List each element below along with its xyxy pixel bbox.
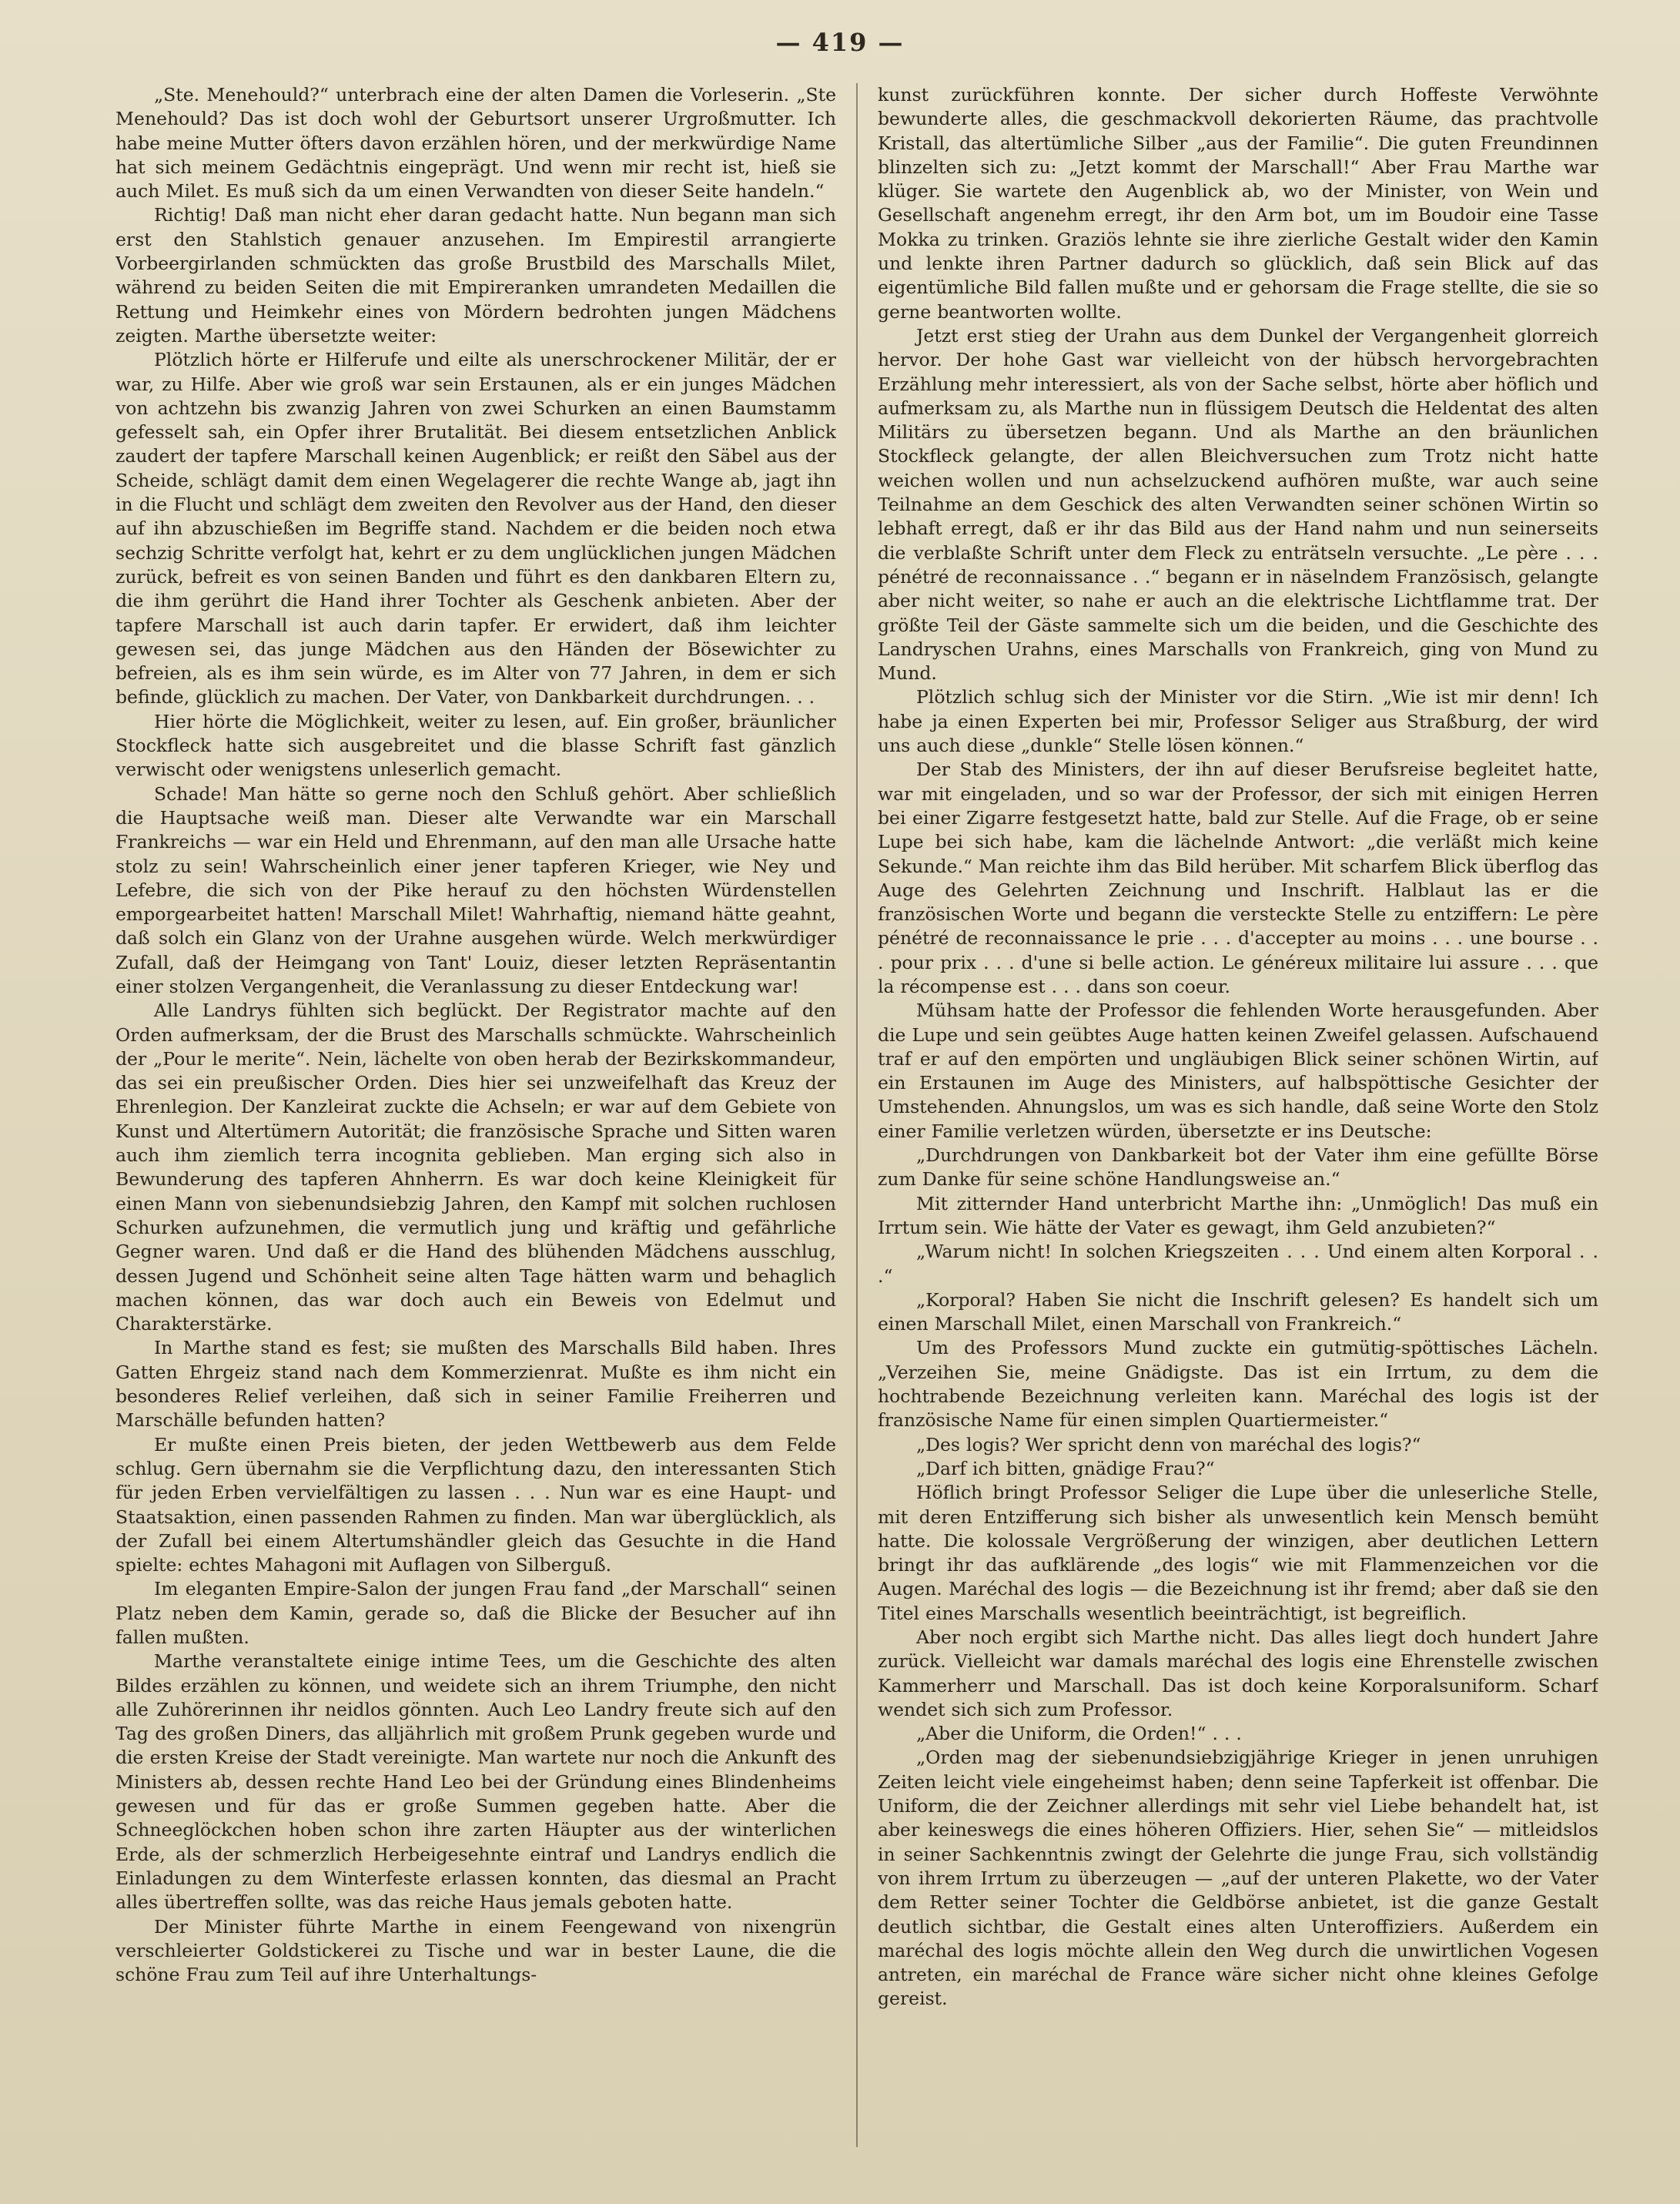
- paragraph: „Warum nicht! In solchen Kriegszeiten . . . Und einem alten Korporal . . .“: [878, 1241, 1598, 1287]
- paragraph: Alle Landrys fühlten sich beglückt. Der Registrator machte auf den Orden aufmerksam, der die Brust des Marschalls schmückte. Wahrscheinlich der „Pour le merite“. Nein, lächelte von oben herab der Bezirkskommandeur, das sei ein preußischer Orden. Dies hier sei unzweifelhaft das Kreuz der Ehrenlegion. Der Kanzleirat zuckte die Achseln; er war auf dem Gebiete von Kunst und Altertümern Autorität; die französische Sprache und Sitten waren auch ihm ziemlich terra incognita geblieben. Man erging sich also in Bewunderung des tapferen Ahnherrn. Es war doch keine Kleinigkeit für einen Mann von siebenundsiebzig Jahren, den Kampf mit solchen ruchlosen Schurken aufzunehmen, die vermutlich jung und kräftig und gefährliche Gegner waren. Und daß er die Hand des blühenden Mädchens ausschlug, dessen Jugend und Schönheit seine alten Tage hätten warm und behaglich machen können, das war doch auch ein Beweis von Edelmut und Charakterstärke.: [115, 1000, 836, 1335]
- paragraph: „Des logis? Wer spricht denn von maréchal des logis?“: [916, 1433, 1421, 1455]
- paragraph: Er mußte einen Preis bieten, der jeden Wettbewerb aus dem Felde schlug. Gern übernahm sie die Verpflichtung dazu, den interessanten Stich für jeden Erben vervielfältigen zu lassen . . . Nun war es eine Haupt- und Staatsaktion, einen passenden Rahmen zu finden. Man war überglücklich, als der Zufall bei einem Altertumshändler gleich das Gesuchte in die Hand spielte: echtes Mahagoni mit Auflagen von Silberguß.: [115, 1433, 836, 1576]
- paragraph: Schade! Man hätte so gerne noch den Schluß gehört. Aber schließlich die Hauptsache weiß man. Dieser alte Verwandte war ein Marschall Frankreichs — war ein Held und Ehrenmann, auf den man alle Ursache hatte stolz zu sein! Wahrscheinlich einer jener tapferen Krieger, wie Ney und Lefebre, die sich von der Pike herauf zu den höchsten Würdenstellen emporgearbeitet hatten! Marschall Milet! Wahrhaftig, niemand hätte geahnt, daß solch ein Glanz von der Urahne ausgehen würde. Welch merkwürdiger Zufall, daß der Heimgang von Tant' Louiz, dieser letzten Repräsentantin einer stolzen Vergangenheit, die Veranlassung zu dieser Entdeckung war!: [115, 782, 836, 997]
- paragraph: Der Minister führte Marthe in einem Feengewand von nixengrün verschleierter Goldstickerei zu Tische und war in bester Laune, die die schöne Frau zum Teil auf ihre Unterhaltungs-: [115, 1915, 836, 1986]
- paragraph: „Orden mag der siebenundsiebzigjährige Krieger in jenen unruhigen Zeiten leicht viele eingeheimst haben; denn seine Tapferkeit ist offenbar. Die Uniform, die der Zeichner allerdings mit sehr viel Liebe behandelt hat, ist aber keineswegs die eines höheren Offiziers. Hier, sehen Sie“ — mitleidslos in seiner Sachkenntnis zwingt der Gelehrte die junge Frau, sich vollständig von ihrem Irrtum zu überzeugen — „auf der unteren Plakette, wo der Vater dem Retter seiner Tochter die Geldbörse anbietet, ist die ganze Gestalt deutlich sichtbar, die Gestalt eines alten Unteroffiziers. Außerdem ein maréchal des logis möchte allein den Weg durch die unwirtlichen Vogesen antreten, ein maréchal de France wäre sicher nicht ohne kleines Gefolge gereist.: [878, 1747, 1598, 2010]
- paragraph: Hier hörte die Möglichkeit, weiter zu lesen, auf. Ein großer, bräunlicher Stockfleck hatte sich ausgebreitet und die blasse Schrift fast gänzlich verwischt oder wenigstens unleserlich gemacht.: [115, 710, 836, 781]
- paragraph: Mit zitternder Hand unterbricht Marthe ihn: „Unmöglich! Das muß ein Irrtum sein. Wie hätte der Vater es gewagt, ihm Geld anzubieten?“: [878, 1192, 1598, 1238]
- paragraph: Im eleganten Empire-Salon der jungen Frau fand „der Marschall“ seinen Platz neben dem Kamin, gerade so, daß die Blicke der Besucher auf ihn fallen mußten.: [115, 1578, 836, 1648]
- paragraph: „Korporal? Haben Sie nicht die Inschrift gelesen? Es handelt sich um einen Marschall Milet, einen Marschall von Frankreich.“: [878, 1288, 1598, 1335]
- paragraph: Richtig! Daß man nicht eher daran gedacht hatte. Nun begann man sich erst den Stahlstich genauer anzusehen. Im Empirestil arrangierte Vorbeergirlanden schmückten das große Brustbild des Marschalls Milet, während zu beiden Seiten die mit Empireranken umrandeten Medaillen die Rettung und Heimkehr eines von Mördern bedrohten jungen Mädchens zeigten. Marthe übersetzte weiter:: [115, 204, 836, 347]
- paragraph: Plötzlich schlug sich der Minister vor die Stirn. „Wie ist mir denn! Ich habe ja einen Experten bei mir, Professor Seliger aus Straßburg, der wird uns auch diese „dunkle“ Stelle lösen können.“: [878, 686, 1598, 757]
- paragraph: In Marthe stand es fest; sie mußten des Marschalls Bild haben. Ihres Gatten Ehrgeiz stand nach dem Kommerzienrat. Mußte es ihm nicht ein besonderes Relief verleihen, daß sich in seiner Familie Freiherren und Marschälle befunden hatten?: [115, 1337, 836, 1432]
- text-column-right: [878, 83, 1598, 2142]
- paragraph: Mühsam hatte der Professor die fehlenden Worte herausgefunden. Aber die Lupe und sein geübtes Auge hatten keinen Zweifel gelassen. Aufschauend traf er auf den empörten und ungläubigen Blick seiner schönen Wirtin, auf ein Erstaunen im Auge des Ministers, auf halbspöttische Gesichter der Umstehenden. Ahnungslos, um was es sich handle, daß seine Worte den Stolz einer Familie verletzen würden, übersetzte er ins Deutsche:: [878, 1000, 1598, 1142]
- paragraph: Um des Professors Mund zuckte ein gutmütig-spöttisches Lächeln. „Verzeihen Sie, meine Gnädigste. Das ist ein Irrtum, zu dem die hochtrabende Bezeichnung verleiten kann. Maréchal des logis ist der französische Name für einen simplen Quartiermeister.“: [878, 1337, 1598, 1432]
- text-column-left: [115, 83, 836, 2142]
- paragraph: kunst zurückführen konnte. Der sicher durch Hoffeste Verwöhnte bewunderte alles, die geschmackvoll dekorierten Räume, das prachtvolle Kristall, das altertümliche Silber „aus der Familie“. Die guten Freundinnen blinzelten sich zu: „Jetzt kommt der Marschall!“ Aber Frau Marthe war klüger. Sie wartete den Augenblick ab, wo der Minister, von Wein und Gesellschaft angenehm erregt, ihr den Arm bot, um im Boudoir eine Tasse Mokka zu trinken. Graziös lehnte sie ihre zierliche Gestalt wider den Kamin und lenkte ihren Partner dadurch so glücklich, daß sein Blick auf das eigentümliche Bild fallen mußte und er gehorsam die Frage stellte, die sie so gerne beantworten wollte.: [878, 84, 1598, 323]
- paragraph: „Aber die Uniform, die Orden!“ . . .: [916, 1723, 1242, 1745]
- paragraph: „Durchdrungen von Dankbarkeit bot der Vater ihm eine gefüllte Börse zum Danke für seine schöne Handlungsweise an.“: [878, 1144, 1598, 1191]
- page-number: — 419 —: [775, 28, 905, 57]
- paragraph: Der Stab des Ministers, der ihn auf dieser Berufsreise begleitet hatte, war mit eingeladen, und so war der Professor, der sich mit einigen Herren bei einer Zigarre festgesetzt hatte, bald zur Stelle. Auf die Frage, ob er seine Lupe bei sich habe, kam die lächelnde Antwort: „die verläßt mich keine Sekunde.“ Man reichte ihm das Bild herüber. Mit scharfem Blick überflog das Auge des Gelehrten Zeichnung und Inschrift. Halblaut las er die französischen Worte und begann die versteckte Stelle zu entziffern: Le père pénétré de reconnaissance le prie . . . d'accepter au moins . . . une bourse . . . pour prix . . . d'une si belle action. Le généreux militaire lui assure . . . que la récompense est . . . dans son coeur.: [878, 759, 1598, 997]
- paragraph: „Ste. Menehould?“ unterbrach eine der alten Damen die Vorleserin. „Ste Menehould? Das ist doch wohl der Geburtsort unserer Urgroßmutter. Ich habe meine Mutter öfters davon erzählen hören, und der merkwürdige Name hat sich meinem Gedächtnis eingeprägt. Und wenn mir recht ist, hieß sie auch Milet. Es muß sich da um einen Verwandten von dieser Seite handeln.“: [115, 84, 836, 203]
- column-divider: [856, 83, 858, 2147]
- paragraph: Aber noch ergibt sich Marthe nicht. Das alles liegt doch hundert Jahre zurück. Vielleicht war damals maréchal des logis eine Ehrenstelle zwischen Kammerherr und Marschall. Das ist doch keine Korporalsuniform. Scharf wendet sich sich zum Professor.: [878, 1626, 1598, 1720]
- paragraph: Jetzt erst stieg der Urahn aus dem Dunkel der Vergangenheit glorreich hervor. Der hohe Gast war vielleicht von der hübsch hervorgebrachten Erzählung mehr interessiert, als von der Sache selbst, hörte aber höflich und aufmerksam zu, als Marthe nun in flüssigem Deutsch die Heldentat des alten Militärs zu übersetzen begann. Und als Marthe an den bräunlichen Stockfleck gelangte, der allen Bleichversuchen zum Trotz nicht hatte weichen wollen und nun achselzuckend aufhören mußte, war auch seine Teilnahme an dem Geschick des alten Verwandten seiner schönen Wirtin so lebhaft erregt, daß er ihr das Bild aus der Hand nahm und nun seinerseits die verblaßte Schrift unter dem Fleck zu enträtseln versuchte. „Le père . . . pénétré de reconnaissance . .“ begann er in näselndem Französisch, gelangte aber nicht weiter, so nahe er auch an die elektrische Lichtflamme trat. Der größte Teil der Gäste sammelte sich um die beiden, und die Geschichte des Landryschen Urahns, eines Marschalls von Frankreich, ging von Mund zu Mund.: [878, 324, 1598, 685]
- paragraph: Marthe veranstaltete einige intime Tees, um die Geschichte des alten Bildes erzählen zu können, und weidete sich an ihrem Triumphe, den nicht alle Zuhörerinnen ihr neidlos gönnten. Auch Leo Landry freute sich auf den Tag des großen Diners, das alljährlich mit großem Prunk gegeben wurde und die ersten Kreise der Stadt vereinigte. Man wartete nur noch die Ankunft des Ministers ab, dessen rechte Hand Leo bei der Gründung eines Blindenheims gewesen und für das er große Summen gegeben hatte. Aber die Schneeglöckchen hoben schon ihre zarten Häupter aus der winterlichen Erde, als der schmerzlich Herbeigesehnte eintraf und Landrys endlich die Einladungen zu dem Winterfeste erlassen konnten, das diesmal an Pracht alles übertreffen sollte, was das reiche Haus jemals geboten hatte.: [115, 1650, 836, 1914]
- paragraph: „Darf ich bitten, gnädige Frau?“: [916, 1457, 1215, 1479]
- paragraph: Höflich bringt Professor Seliger die Lupe über die unleserliche Stelle, mit deren Entzifferung sich bisher als unwesentlich kein Mensch bemüht hatte. Die kolossale Vergrößerung der winzigen, aber deutlichen Lettern bringt ihr das aufklärende „des logis“ wie mit Flammenzeichen vor die Augen. Maréchal des logis — die Bezeichnung ist ihr fremd; aber daß sie den Titel eines Marschalls wesentlich beeinträchtigt, ist begreiflich.: [878, 1482, 1598, 1624]
- paragraph: Plötzlich hörte er Hilferufe und eilte als unerschrockener Militär, der er war, zu Hilfe. Aber wie groß war sein Erstaunen, als er ein junges Mädchen von achtzehn bis zwanzig Jahren von zwei Schurken an einen Baumstamm gefesselt sah, ein Opfer ihrer Brutalität. Bei diesem entsetzlichen Anblick zaudert der tapfere Marschall keinen Augenblick; er reißt den Säbel aus der Scheide, schlägt damit dem einen Wegelagerer die rechte Wange ab, jagt ihn in die Flucht und schlägt dem zweiten den Revolver aus der Hand, den dieser auf ihn abzuschießen im Begriffe stand. Nachdem er die beiden noch etwa sechzig Schritte verfolgt hat, kehrt er zu dem unglücklichen jungen Mädchen zurück, befreit es von seinen Banden und führt es den dankbaren Eltern zu, die ihm gerührt die Hand ihrer Tochter als Geschenk anbieten. Aber der tapfere Marschall ist auch darin tapfer. Er erwidert, daß ihm leichter gewesen sei, das junge Mädchen aus den Händen der Bösewichter zu befreien, als es ihm sein würde, es im Alter von 77 Jahren, in dem er sich befinde, glücklich zu machen. Der Vater, von Dankbarkeit durchdrungen. . .: [115, 349, 836, 708]
